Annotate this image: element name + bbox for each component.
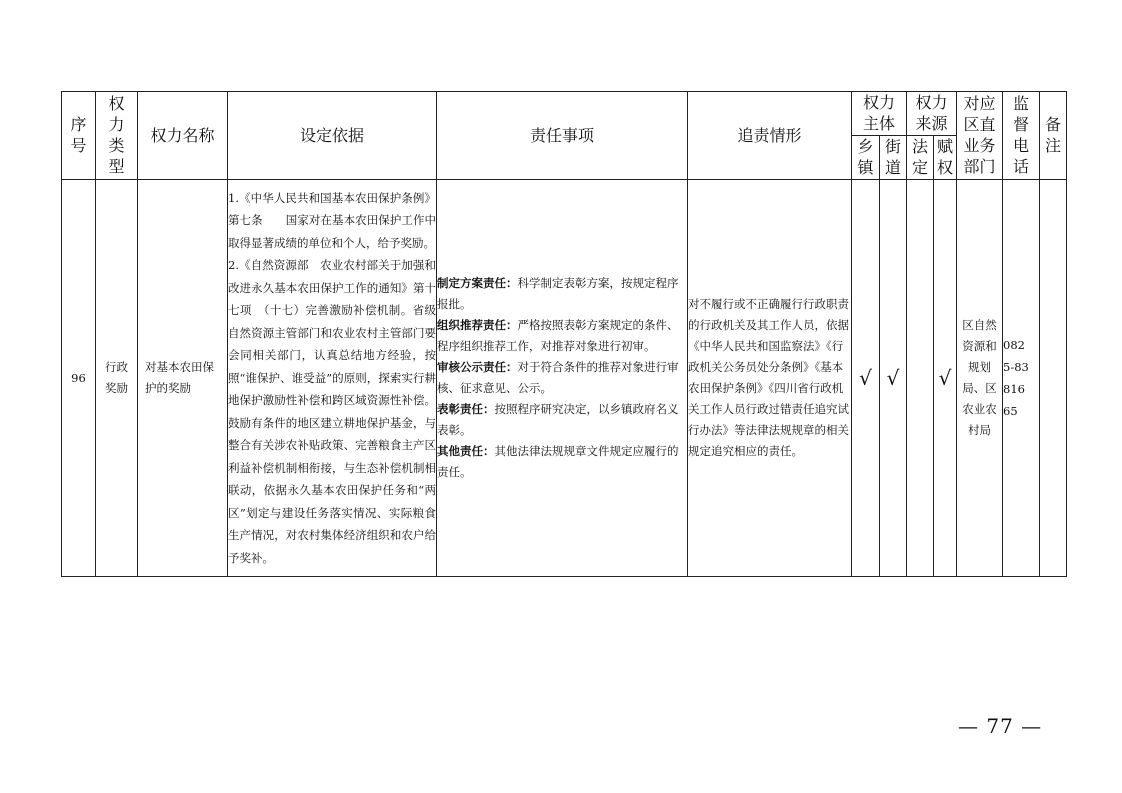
check-town: √ [852,180,880,577]
row-phone: 0825-8381665 [1003,180,1040,577]
responsibility-item: 制定方案责任：科学制定表彰方案，按规定程序报批。 [437,276,679,311]
header-subject-town: 乡镇 [852,136,880,180]
responsibility-item: 其他责任：其他法律法规规章文件规定应履行的责任。 [437,444,679,479]
row-seq: 96 [62,180,96,577]
basis-item-2: 2.《自然资源部 农业农村部关于加强和改进永久基本农田保护工作的通知》第十七项 （十七）完善激励补偿机制。省级自然资源主管部门和农业农村主管部门要会同相关部门，认真总结地方经验，按照“谁保护、谁受益”的原则，探索实行耕地保护激励性补偿和跨区域资源性补偿。鼓励有条件的地区建立耕地保护基金，与整合有关涉农补贴政策、完善粮食主产区利益补偿机制相衔接，与生态补偿机制相联动，依据永久基本农田保护任务和“两区”划定与建设任务落实情况、实际粮食生产情况，对农村集体经济组织和农户给予奖补。 [228,258,436,565]
header-source: 权力来源 [907,92,957,136]
header-phone: 监督电话 [1003,92,1040,180]
row-remark [1040,180,1067,577]
header-basis: 设定依据 [228,92,437,180]
check-statutory [907,180,934,577]
row-dept: 区自然资源和规划局、区农业农村局 [957,180,1003,577]
responsibility-item: 表彰责任：按照程序研究决定，以乡镇政府名义表彰。 [437,402,679,437]
table-row [62,180,1067,577]
header-name: 权力名称 [138,92,228,180]
responsibility-item: 组织推荐责任：严格按照表彰方案规定的条件、程序组织推荐工作，对推荐对象进行初审。 [437,318,679,353]
header-remark: 备注 [1040,92,1067,180]
power-list-table [61,91,1067,577]
header-row-1 [62,92,1067,136]
row-responsibilities [437,180,688,577]
header-type: 权力类型 [96,92,138,180]
check-granted: √ [934,180,957,577]
row-name: 对基本农田保护的奖励 [138,180,228,577]
header-accountability: 追责情形 [688,92,852,180]
row-basis [228,180,437,577]
header-seq: 序号 [62,92,96,180]
header-dept: 对应区直业务部门 [957,92,1003,180]
header-source-granted: 赋权 [934,136,957,180]
header-subject: 权力主体 [852,92,907,136]
responsibility-item: 审核公示责任：对于符合条件的推荐对象进行审核、征求意见、公示。 [437,360,679,395]
header-subject-street: 街道 [880,136,907,180]
check-street: √ [880,180,907,577]
header-source-statutory: 法定 [907,136,934,180]
row-type: 行政奖励 [96,180,138,577]
header-responsibility: 责任事项 [437,92,688,180]
basis-item-1: 1.《中华人民共和国基本农田保护条例》第七条 国家对在基本农田保护工作中取得显著成绩的单位和个人，给予奖励。 [228,190,436,250]
row-accountability: 对不履行或不正确履行行政职责的行政机关及其工作人员，依据《中华人民共和国监察法》《行政机关公务员处分条例》《基本农田保护条例》《四川省行政机关工作人员行政过错责任追究试行办法》等法律法规规章的相关规定追究相应的责任。 [688,180,852,577]
page-number: — 77 — [958,714,1043,738]
